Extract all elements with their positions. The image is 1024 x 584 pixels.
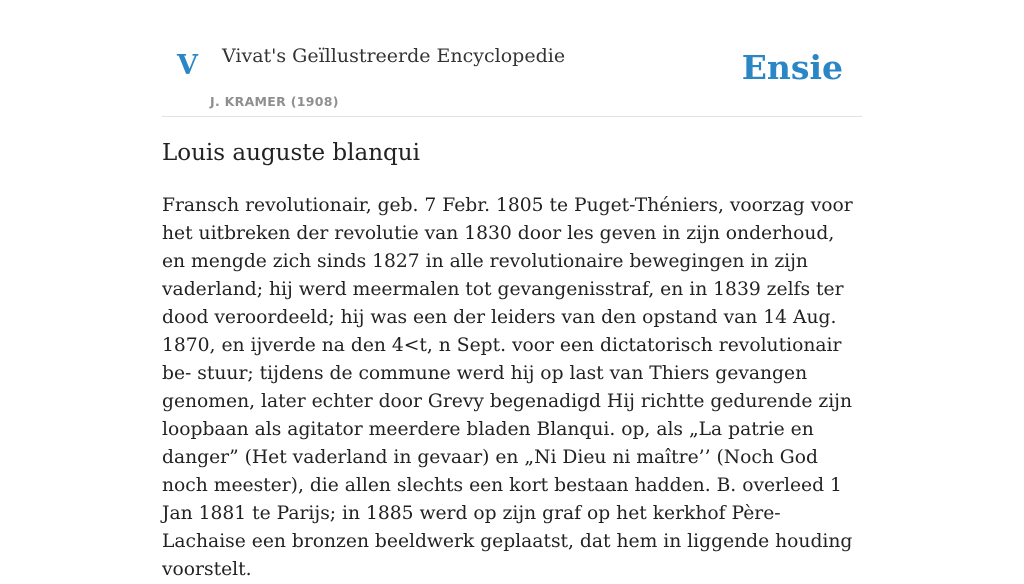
entry-body-text: Fransch revolutionair, geb. 7 Febr. 1805 te Puget-Théniers, voorzag voor het uitbreken der revolutie van 1830 door les geven in zijn onderhoud, en mengde zich sinds 1827 in alle revolutionaire bewegingen in zijn vaderland; hij werd meermalen tot gevangenisstraf, en in 1839 zelfs ter dood veroordeeld; hij was een der leiders van den opstand van 14 Aug. 1870, en ijverde na den 4<t, n Sept. voor een dictatorisch revolutionair be- stuur; tijdens de commune werd hij op last van Thiers gevangen genomen, later echter door Grevy begenadigd Hij richtte gedurende zijn loopbaan als agitator meerdere bladen Blanqui. op, als „La patrie en danger” (Het vaderland in gevaar) en „Ni Dieu ni maître’’ (Noch God noch meester), die allen slechts een kort bestaan hadden. B. overleed 1 Jan 1881 te Parijs; in 1885 werd op zijn graf op het kerkhof Père-Lachaise een bronzen beeldwerk geplaatst, dat hem in liggende houding voorstelt.: [162, 195, 853, 580]
source-header: [162, 0, 862, 117]
entry-title: Louis auguste blanqui: [162, 140, 420, 166]
source-author: J. KRAMER (1908): [210, 94, 339, 109]
source-title-link[interactable]: Vivat's Geïllustreerde Encyclopedie: [222, 45, 566, 67]
ensie-brand-logo[interactable]: Ensie: [741, 48, 843, 87]
source-logo[interactable]: V: [177, 50, 198, 81]
